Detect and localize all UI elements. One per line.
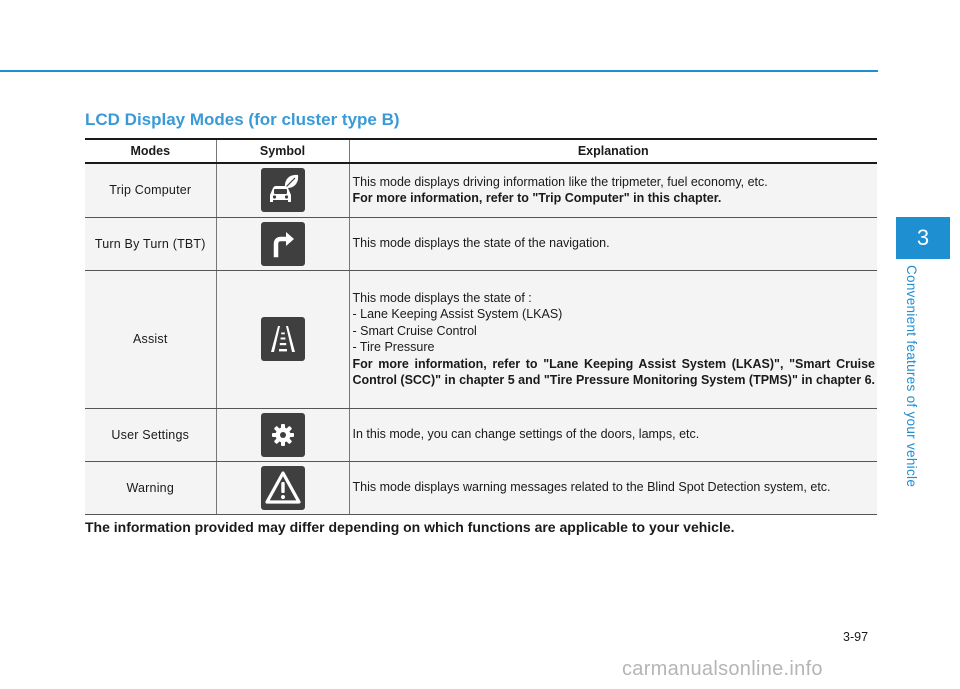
explanation-line: In this mode, you can change settings of the doors, lamps, etc. (352, 427, 700, 442)
symbol-cell (216, 408, 349, 461)
explanation-cell (349, 163, 877, 217)
chapter-title: Convenient features of your vehicle (904, 265, 919, 488)
header-explanation: Explanation (349, 139, 877, 163)
symbol-cell (216, 163, 349, 217)
explanation-line: This mode displays the state of : (352, 290, 532, 305)
symbol-cell (216, 270, 349, 408)
turn-arrow-icon (261, 222, 305, 266)
mode-name: Turn By Turn (TBT) (85, 217, 216, 270)
explanation-cell (349, 270, 877, 408)
table-header-row (85, 139, 877, 163)
watermark: carmanualsonline.info (622, 658, 823, 680)
explanation-cell (349, 408, 877, 461)
explanation-cell (349, 461, 877, 514)
mode-name: Warning (85, 461, 216, 514)
explanation-line: This mode displays the state of the navigation. (352, 236, 610, 251)
lane-keeping-icon (261, 317, 305, 361)
explanation-cell (349, 217, 877, 270)
gear-icon (261, 413, 305, 457)
mode-name: User Settings (85, 408, 216, 461)
mode-name: Trip Computer (85, 163, 216, 217)
explanation-line: - Lane Keeping Assist System (LKAS) (352, 307, 563, 321)
table-row (85, 163, 877, 217)
explanation-line: - Tire Pressure (352, 340, 435, 354)
page-number: 3-97 (843, 630, 869, 644)
warning-triangle-icon (261, 466, 305, 510)
mode-name: Assist (85, 270, 216, 408)
table-row (85, 270, 877, 408)
lcd-modes-table (85, 138, 877, 515)
explanation-line: This mode displays warning messages related to the Blind Spot Detection system, etc. (352, 480, 831, 495)
footnote: The information provided may differ depending on which functions are applicable to your vehicle. (85, 519, 735, 535)
table-row (85, 408, 877, 461)
table-row (85, 461, 877, 514)
header-symbol: Symbol (216, 139, 349, 163)
explanation-reference: For more information, refer to "Lane Keeping Assist System (LKAS)", "Smart Cruise Control (SCC)" in chapter 5 and "Tire Pressure Monitoring System (TPMS)" in chapter 6. (352, 356, 875, 387)
explanation-line: This mode displays driving information like the tripmeter, fuel economy, etc. (352, 174, 768, 189)
chapter-number-tab: 3 (896, 217, 950, 259)
header-modes: Modes (130, 144, 171, 158)
symbol-cell (216, 217, 349, 270)
table-row (85, 217, 877, 270)
eco-car-icon (261, 168, 305, 212)
section-title: LCD Display Modes (for cluster type B) (85, 110, 400, 129)
explanation-line: - Smart Cruise Control (352, 323, 477, 338)
symbol-cell (216, 461, 349, 514)
top-rule (0, 70, 878, 72)
explanation-reference: For more information, refer to "Trip Computer" in this chapter. (352, 191, 722, 206)
